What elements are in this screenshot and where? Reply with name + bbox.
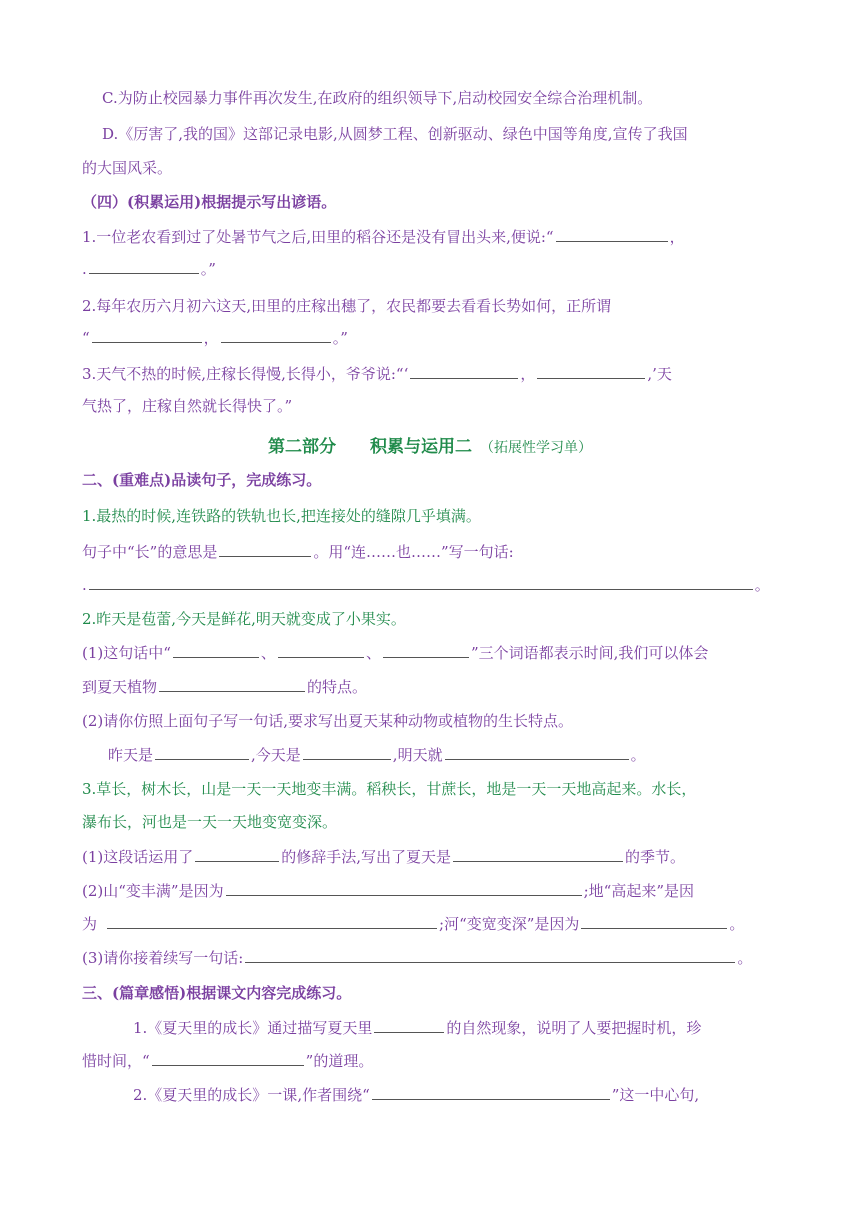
s3-passage-line2	[82, 812, 778, 832]
q1-end: 。”	[200, 260, 216, 278]
s1-q-text-cont: 。用“连……也……”写一句话:	[313, 543, 514, 561]
p1-line2-text: 惜时间，“	[82, 1052, 150, 1070]
q2-blank-2[interactable]	[221, 328, 331, 343]
option-c	[102, 88, 798, 108]
s2-sep-1: 、	[260, 644, 276, 662]
section4-heading	[82, 192, 778, 212]
s3-q2-blank-river[interactable]	[581, 914, 727, 929]
s2-q2-blank-2[interactable]	[303, 745, 391, 760]
s2-blank-1[interactable]	[173, 643, 259, 658]
option-c-text: C.为防止校园暴力事件再次发生,在政府的组织领导下,启动校园安全综合治理机制。	[102, 89, 653, 107]
s3-q1-blank-1[interactable]	[195, 847, 279, 862]
s2-q2-yesterday: 昨天是	[108, 746, 154, 764]
s3-q2-line1	[82, 881, 778, 901]
s3-q2-end: 。	[729, 915, 745, 933]
s2-q2-answer	[108, 745, 804, 765]
proverb-q1-line1	[82, 227, 778, 247]
s1-sentence	[82, 506, 778, 526]
s3-q2-line2	[82, 914, 778, 934]
p2-blank-1[interactable]	[372, 1085, 610, 1100]
s2-q2-today: ,今天是	[251, 746, 301, 764]
q1-text: 1.一位老农看到过了处暑节气之后,田里的稻谷还是没有冒出头来,便说:“	[82, 228, 554, 246]
s3-q2-blank-land[interactable]	[107, 914, 437, 929]
s3-q3-blank[interactable]	[245, 948, 735, 963]
q3-comma: ，	[520, 365, 536, 383]
s1-blank-sentence[interactable]	[89, 575, 753, 590]
s3-q2-wei: 为	[82, 915, 98, 933]
q1-blank-2[interactable]	[89, 259, 199, 274]
s1-blank-meaning[interactable]	[219, 542, 311, 557]
s3-q2-blank-mountain[interactable]	[226, 881, 582, 896]
s1-q-text: 句子中“长”的意思是	[82, 543, 218, 561]
section3-heading	[82, 983, 778, 1003]
section3-heading-text: 三、(篇章感悟)根据课文内容完成练习。	[82, 984, 352, 1002]
s3-q2-river-text: ;河“变宽变深”是因为	[439, 915, 580, 933]
q1-dot: .	[82, 260, 87, 278]
s2-q1-text: (1)这句话中“	[82, 644, 171, 662]
proverb-q3-line2	[82, 396, 778, 416]
s3-q1-text-mid: 的修辞手法,写出了夏天是	[281, 848, 452, 866]
section2-heading-text: 二、(重难点)品读句子，完成练习。	[82, 471, 322, 489]
q2-quote: “	[82, 329, 90, 347]
s3-q2-text: (2)山“变丰满”是因为	[82, 882, 224, 900]
p1-line2-end: ”的道理。	[305, 1052, 374, 1070]
s3-q3-text: (3)请你接着续写一句话:	[82, 949, 244, 967]
s2-q1-line1	[82, 643, 778, 663]
q2-text: 2.每年农历六月初六这天,田里的庄稼出穗了，农民都要去看看长势如何，正所谓	[82, 297, 612, 315]
p2-text: 2.《夏天里的成长》一课,作者围绕“	[133, 1086, 370, 1104]
s2-blank-2[interactable]	[278, 643, 364, 658]
s2-q2-end: 。	[630, 746, 646, 764]
p1-line1	[133, 1018, 778, 1038]
s2-sentence-text: 2.昨天是苞蕾,今天是鲜花,明天就变成了小果实。	[82, 610, 406, 628]
option-d-line1	[102, 124, 798, 144]
s3-q2-text-mid: ;地“高起来”是因	[583, 882, 694, 900]
s2-q2-text: (2)请你仿照上面句子写一句话,要求写出夏天某种动物或植物的生长特点。	[82, 712, 574, 730]
s3-passage-text: 3.草长，树木长，山是一天一天地变丰满。稻秧长，甘蔗长，地是一天一天地高起来。水长，	[82, 780, 697, 798]
proverb-q1-line2	[82, 259, 778, 279]
section4-heading-text: （四）(积累运用)根据提示写出谚语。	[82, 193, 337, 211]
s2-q1-line2	[82, 677, 778, 697]
s3-q1-text: (1)这段话运用了	[82, 848, 194, 866]
p1-blank-2[interactable]	[152, 1051, 304, 1066]
q3-text-cont: ,’天	[647, 365, 672, 383]
s2-q2-blank-1[interactable]	[155, 745, 249, 760]
s3-passage-text-cont: 瀑布长，河也是一天一天地变宽变深。	[82, 813, 338, 831]
s2-q1-line2-text: 到夏天植物	[82, 678, 158, 696]
p1-text-cont: 的自然现象，说明了人要把握时机，珍	[446, 1019, 702, 1037]
part2-title-note: （拓展性学习单）	[480, 440, 592, 456]
s1-answer-line	[82, 575, 778, 595]
s1-dot: .	[82, 576, 87, 594]
option-d-text-cont: 的大国风采。	[82, 159, 173, 177]
part2-title-main: 第二部分	[268, 437, 336, 457]
option-d-line2	[82, 158, 778, 178]
s2-blank-feature[interactable]	[159, 677, 305, 692]
p2-text-cont: ”这一中心句,	[611, 1086, 700, 1104]
s2-sep-2: 、	[365, 644, 381, 662]
p1-blank-1[interactable]	[374, 1018, 444, 1033]
s2-sentence	[82, 609, 778, 629]
q2-end: 。”	[332, 329, 348, 347]
q1-comma: ，	[669, 228, 685, 246]
q2-blank-1[interactable]	[92, 328, 202, 343]
p1-line2	[82, 1051, 778, 1071]
s1-question	[82, 542, 778, 562]
s1-end: 。	[754, 576, 770, 594]
option-d-text: D.《厉害了,我的国》这部记录电影,从圆梦工程、创新驱动、绿色中国等角度,宣传了我国	[102, 125, 688, 143]
q3-text-end: 气热了，庄稼自然就长得快了。”	[82, 397, 293, 415]
s2-blank-3[interactable]	[383, 643, 469, 658]
s3-q3	[82, 948, 778, 968]
proverb-q2-line1	[82, 296, 778, 316]
s3-q3-end: 。	[737, 949, 753, 967]
section2-heading	[82, 470, 778, 490]
proverb-q2-line2	[82, 328, 778, 348]
q3-blank-1[interactable]	[410, 364, 518, 379]
part2-title-sub: 积累与运用二	[370, 437, 472, 457]
q2-comma: ，	[203, 329, 219, 347]
proverb-q3-line1	[82, 364, 778, 384]
q3-text: 3.天气不热的时候,庄稼长得慢,长得小，爷爷说:“‘	[82, 365, 409, 383]
part2-title	[0, 432, 860, 457]
s3-passage-line1	[82, 779, 778, 799]
s2-q1-line2-end: 的特点。	[307, 678, 368, 696]
s2-q2-blank-3[interactable]	[445, 745, 629, 760]
s1-sentence-text: 1.最热的时候,连铁路的铁轨也长,把连接处的缝隙几乎填满。	[82, 507, 481, 525]
s2-q2-tomorrow: ,明天就	[392, 746, 443, 764]
p2-line1	[133, 1085, 778, 1105]
s3-q1	[82, 847, 778, 867]
q1-blank-1[interactable]	[556, 227, 668, 242]
s2-q1-text-cont: ”三个词语都表示时间,我们可以体会	[470, 644, 709, 662]
s3-q1-text-end: 的季节。	[625, 848, 686, 866]
q3-blank-2[interactable]	[537, 364, 645, 379]
p1-text: 1.《夏天里的成长》通过描写夏天里	[133, 1019, 373, 1037]
s3-q1-blank-2[interactable]	[453, 847, 623, 862]
s2-q2-prompt	[82, 711, 778, 731]
